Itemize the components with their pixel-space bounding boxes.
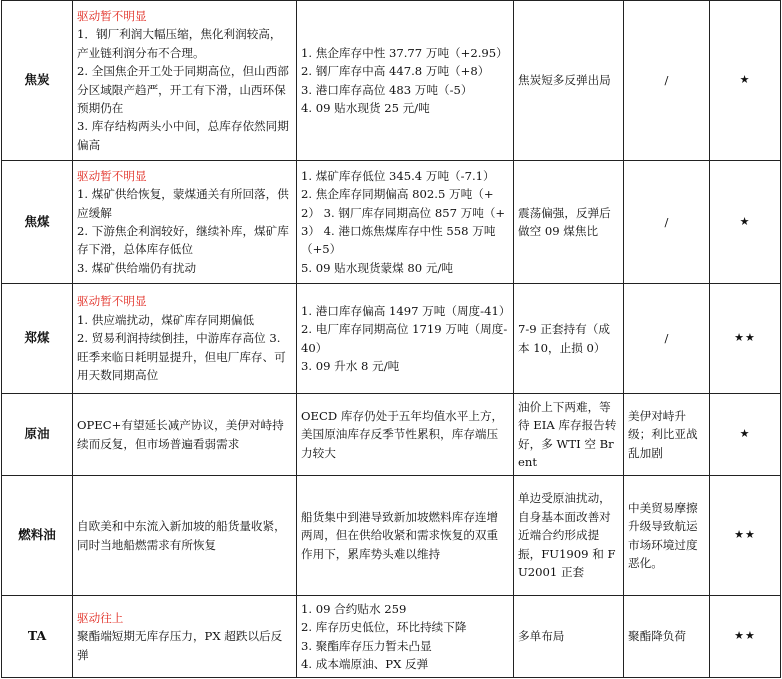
commodity-name: TA: [2, 596, 73, 678]
data-line: 2. 电厂库存同期高位 1719 万吨（周度-40）: [301, 322, 508, 355]
data-line: 4. 09 贴水现货 25 元/吨: [301, 100, 430, 115]
strategy-cell: 7-9 正套持有（成本 10，止损 0）: [514, 284, 624, 394]
commodity-name: 郑煤: [2, 284, 73, 394]
data-line: 1. 09 合约贴水 259: [301, 601, 407, 616]
risk-cell: 中美贸易摩擦升级导致航运市场环境过度恶化。: [624, 476, 710, 596]
logic-line: 1．钢厂利润大幅压缩，焦化利润较高，产业链利润分布不合理。: [77, 27, 282, 60]
driver-label: 驱动暂不明显: [77, 8, 147, 23]
logic-line: 3. 库存结构两头小中间，总库存依然同期偏高: [77, 119, 289, 152]
logic-line: 1. 煤矿供给恢复，蒙煤通关有所回落，供应缓解: [77, 187, 289, 220]
data-line: 1. 港口库存偏高 1497 万吨（周度-41）: [301, 303, 511, 318]
risk-cell: /: [624, 1, 710, 161]
data-line: 4. 成本端原油、PX 反弹: [301, 656, 429, 671]
commodity-name: 燃料油: [2, 476, 73, 596]
commodity-name: 焦炭: [2, 1, 73, 161]
logic-cell: [73, 284, 297, 394]
rating-stars: ★★: [710, 284, 781, 394]
data-line: 5. 09 贴水现货蒙煤 80 元/吨: [301, 260, 453, 275]
data-line: 3. 港口库存高位 483 万吨（-5）: [301, 82, 473, 97]
driver-label: 驱动暂不明显: [77, 168, 147, 183]
logic-cell: [73, 1, 297, 161]
logic-line: 3. 煤矿供给端仍有扰动: [77, 260, 197, 275]
data-line: 2. 钢厂库存中高 447.8 万吨（+8）: [301, 64, 490, 79]
commodity-name: 焦煤: [2, 161, 73, 284]
logic-cell: [73, 476, 297, 596]
logic-line: 自欧美和中东流入新加坡的船货量收紧，同时当地船燃需求有所恢复: [77, 519, 286, 552]
data-line: 1. 焦企库存中性 37.77 万吨（+2.95）: [301, 45, 508, 60]
data-line: 船货集中到港导致新加坡燃料库存连增两周，但在供给收紧和需求恢复的双重作用下，累库势头难以维持: [301, 509, 499, 561]
risk-cell: 美伊对峙升级；利比亚战乱加剧: [624, 394, 710, 476]
logic-cell: [73, 394, 297, 476]
data-line: 2. 焦企库存同期偏高 802.5 万吨（+2） 3. 钢厂库存同期高位 857 万吨（+3） 4. 港口炼焦煤库存中性 558 万吨（+5）: [301, 187, 506, 257]
data-line: 3. 09 升水 8 元/吨: [301, 358, 400, 373]
data-cell: [297, 476, 514, 596]
data-line: OECD 库存仍处于五年均值水平上方，美国原油库存反季节性累积，库存端压力较大: [301, 408, 504, 460]
table-row: [2, 394, 781, 476]
driver-label: 驱动暂不明显: [77, 294, 147, 309]
rating-stars: ★: [710, 394, 781, 476]
logic-line: OPEC+有望延长减产协议，美伊对峙持续而反复，但市场普遍看弱需求: [77, 418, 284, 451]
risk-cell: /: [624, 161, 710, 284]
driver-label: 驱动往上: [77, 610, 124, 625]
rating-stars: ★★: [710, 476, 781, 596]
commodity-name: 原油: [2, 394, 73, 476]
table-row: [2, 476, 781, 596]
table-row: [2, 596, 781, 678]
logic-line: 2. 贸易利润持续倒挂，中游库存高位 3. 旺季来临日耗明显提升，但电厂库存、可用天数同期高位: [77, 331, 286, 383]
table-row: [2, 284, 781, 394]
rating-stars: ★★: [710, 596, 781, 678]
strategy-cell: 单边受原油扰动，自身基本面改善对近端合约形成提振，FU1909 和 FU2001 正套: [514, 476, 624, 596]
risk-cell: /: [624, 284, 710, 394]
strategy-cell: 多单布局: [514, 596, 624, 678]
futures-strategy-table: [1, 0, 781, 678]
logic-cell: [73, 161, 297, 284]
logic-line: 1. 供应端扰动，煤矿库存同期偏低: [77, 312, 255, 327]
logic-line: 2. 下游焦企利润较好，继续补库，煤矿库存下滑，总体库存低位: [77, 224, 289, 257]
logic-cell: [73, 596, 297, 678]
logic-line: 聚酯端短期无库存压力，PX 超跌以后反弹: [77, 629, 283, 662]
rating-stars: ★: [710, 161, 781, 284]
table-row: [2, 161, 781, 284]
strategy-cell: 油价上下两难，等待 EIA 库存报告转好，多 WTI 空 Brent: [514, 394, 624, 476]
data-cell: [297, 161, 514, 284]
data-line: 3. 聚酯库存压力暂未凸显: [301, 638, 432, 653]
data-cell: [297, 596, 514, 678]
data-cell: [297, 1, 514, 161]
rating-stars: ★: [710, 1, 781, 161]
logic-line: 2. 全国焦企开工处于同期高位，但山西部分区域限产趋严，开工有下滑，山西环保预期仍在: [77, 64, 289, 115]
data-cell: [297, 394, 514, 476]
data-line: 1. 煤矿库存低位 345.4 万吨（-7.1）: [301, 168, 495, 183]
table-row: [2, 1, 781, 161]
strategy-cell: 焦炭短多反弹出局: [514, 1, 624, 161]
data-cell: [297, 284, 514, 394]
risk-cell: 聚酯降负荷: [624, 596, 710, 678]
data-line: 2. 库存历史低位，环比持续下降: [301, 620, 467, 635]
strategy-cell: 震荡偏强，反弹后做空 09 煤焦比: [514, 161, 624, 284]
